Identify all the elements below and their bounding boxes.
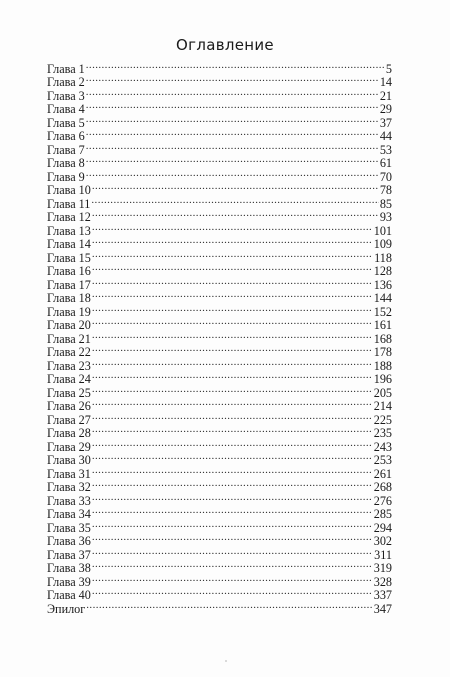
toc-entry — [47, 559, 392, 573]
toc-entry — [47, 235, 392, 249]
toc-entry-page-number: 61 — [379, 156, 392, 170]
toc-entry — [47, 572, 392, 589]
toc-entry-page-number: 178 — [373, 345, 392, 359]
toc-dot-leader — [92, 221, 373, 235]
toc-entry-label: Глава 5 — [47, 115, 85, 130]
toc-dot-leader — [92, 545, 373, 559]
toc-entry — [47, 208, 392, 222]
toc-dot-leader — [92, 532, 373, 546]
toc-dot-leader — [92, 424, 373, 438]
toc-entry-page-number: 78 — [379, 183, 392, 197]
toc-dot-leader — [86, 127, 379, 141]
toc-entry-page-number: 225 — [373, 412, 392, 427]
toc-entry-page-number: 136 — [373, 277, 392, 292]
toc-dot-leader — [92, 262, 373, 276]
toc-entry-label: Глава 33 — [47, 493, 91, 508]
toc-entry — [47, 424, 392, 438]
toc-entry-label: Глава 40 — [47, 588, 91, 602]
toc-dot-leader — [92, 478, 373, 492]
toc-dot-leader — [92, 370, 373, 384]
toc-entry-label: Глава 38 — [47, 561, 91, 575]
toc-entry — [47, 383, 392, 400]
toc-dot-leader — [86, 140, 379, 154]
toc-entry-page-number: 276 — [373, 493, 392, 508]
toc-entry-page-number: 285 — [373, 507, 392, 521]
toc-entry-label: Глава 3 — [47, 88, 85, 103]
toc-entry — [47, 181, 392, 195]
toc-entry-page-number: 152 — [373, 304, 392, 319]
toc-dot-leader — [92, 572, 373, 586]
toc-entry-label: Глава 37 — [47, 547, 91, 562]
toc-entry-label: Глава 25 — [47, 385, 91, 400]
toc-entry — [47, 370, 392, 384]
toc-entry-page-number: 93 — [379, 210, 392, 224]
toc-entry — [47, 100, 392, 114]
toc-entry-label: Глава 13 — [47, 223, 91, 238]
toc-entry — [47, 113, 392, 130]
toc-entry-page-number: 44 — [379, 129, 392, 143]
toc-entry-page-number: 302 — [373, 534, 392, 548]
toc-entry-page-number: 29 — [379, 102, 392, 116]
toc-entry — [47, 505, 392, 519]
toc-entry-label: Глава 11 — [47, 196, 91, 211]
toc-entry-page-number: 128 — [373, 264, 392, 278]
toc-entry — [47, 73, 392, 87]
toc-entry — [47, 194, 392, 211]
toc-entry-label: Глава 39 — [47, 574, 91, 589]
toc-entry-label: Глава 36 — [47, 534, 91, 548]
toc-entry — [47, 599, 392, 616]
toc-entry-label: Глава 29 — [47, 439, 91, 454]
page-title: Оглавление — [176, 36, 274, 54]
toc-entry-page-number: 161 — [373, 318, 392, 332]
toc-dot-leader — [92, 410, 373, 424]
toc-entry-label: Глава 31 — [47, 466, 91, 481]
toc-entry-label: Глава 26 — [47, 399, 91, 413]
toc-entry-page-number: 37 — [379, 115, 392, 130]
toc-entry-label: Глава 35 — [47, 520, 91, 535]
toc-entry — [47, 59, 392, 76]
toc-entry — [47, 586, 392, 600]
toc-entry-label: Глава 32 — [47, 480, 91, 494]
toc-entry-page-number: 144 — [373, 291, 392, 305]
toc-dot-leader — [92, 505, 373, 519]
toc-entry — [47, 289, 392, 303]
toc-entry-label: Глава 27 — [47, 412, 91, 427]
toc-entry-label: Глава 16 — [47, 264, 91, 278]
toc-entry — [47, 275, 392, 292]
toc-entry — [47, 356, 392, 373]
toc-entry — [47, 316, 392, 330]
toc-entry-page-number: 196 — [373, 372, 392, 386]
toc-entry — [47, 86, 392, 103]
toc-dot-leader — [92, 586, 373, 600]
toc-dot-leader — [91, 194, 378, 208]
toc-dot-leader — [92, 302, 373, 316]
toc-entry-page-number: 21 — [379, 88, 392, 103]
toc-entry-label: Глава 19 — [47, 304, 91, 319]
toc-entry — [47, 127, 392, 141]
toc-entry-label: Глава 22 — [47, 345, 91, 359]
toc-entry-label: Глава 34 — [47, 507, 91, 521]
toc-entry — [47, 545, 392, 562]
toc-dot-leader — [92, 559, 373, 573]
toc-entry — [47, 478, 392, 492]
toc-entry — [47, 451, 392, 465]
toc-entry-page-number: 70 — [379, 169, 392, 184]
toc-entry-page-number: 14 — [379, 75, 392, 89]
toc-entry-label: Глава 7 — [47, 142, 85, 157]
toc-dot-leader — [92, 491, 373, 505]
toc-entry-label: Глава 24 — [47, 372, 91, 386]
toc-dot-leader — [86, 100, 379, 114]
toc-dot-leader — [86, 154, 379, 168]
toc-entry-label: Глава 12 — [47, 210, 91, 224]
toc-entry — [47, 397, 392, 411]
toc-dot-leader — [92, 518, 373, 532]
toc-dot-leader — [92, 316, 373, 330]
toc-entry-label: Глава 1 — [47, 61, 85, 76]
toc-entry-label: Глава 17 — [47, 277, 91, 292]
toc-entry-page-number: 188 — [373, 358, 392, 373]
toc-entry — [47, 532, 392, 546]
toc-entry-label: Глава 15 — [47, 250, 91, 265]
toc-dot-leader — [92, 248, 373, 262]
toc-entry-page-number: 337 — [373, 588, 392, 602]
toc-dot-leader — [92, 343, 373, 357]
toc-dot-leader — [92, 383, 373, 397]
toc-dot-leader — [86, 73, 379, 87]
toc-entry-page-number: 261 — [373, 466, 392, 481]
toc-dot-leader — [92, 437, 373, 451]
toc-entry-page-number: 85 — [379, 196, 392, 211]
toc-entry-label: Глава 23 — [47, 358, 91, 373]
toc-dot-leader — [86, 599, 372, 613]
toc-dot-leader — [92, 397, 373, 411]
toc-entry — [47, 329, 392, 346]
toc-entry-page-number: 118 — [374, 250, 392, 265]
toc-entry — [47, 154, 392, 168]
toc-entry-label: Глава 10 — [47, 183, 91, 197]
toc-entry — [47, 302, 392, 319]
toc-entry-page-number: 5 — [385, 61, 392, 76]
toc-entry-label: Глава 20 — [47, 318, 91, 332]
toc-entry — [47, 518, 392, 535]
toc-entry-label: Глава 14 — [47, 237, 91, 251]
toc-dot-leader — [92, 464, 373, 478]
toc-entry-page-number: 347 — [373, 601, 392, 616]
toc-dot-leader — [92, 451, 373, 465]
toc-entry — [47, 437, 392, 454]
table-of-contents — [47, 59, 392, 616]
toc-entry-page-number: 253 — [373, 453, 392, 467]
toc-entry-label: Глава 30 — [47, 453, 91, 467]
toc-entry — [47, 410, 392, 427]
toc-entry-page-number: 205 — [373, 385, 392, 400]
toc-entry-label: Глава 8 — [47, 156, 85, 170]
toc-entry-page-number: 268 — [373, 480, 392, 494]
toc-dot-leader — [86, 167, 379, 181]
toc-entry — [47, 140, 392, 157]
toc-entry-page-number: 53 — [379, 142, 392, 157]
toc-entry — [47, 221, 392, 238]
toc-entry-label: Глава 4 — [47, 102, 85, 116]
page-speck — [225, 660, 227, 662]
toc-entry-page-number: 168 — [373, 331, 392, 346]
toc-entry-label: Глава 2 — [47, 75, 85, 89]
toc-entry-page-number: 214 — [373, 399, 392, 413]
toc-entry-label: Глава 18 — [47, 291, 91, 305]
toc-dot-leader — [92, 329, 373, 343]
toc-entry-label: Глава 9 — [47, 169, 85, 184]
toc-entry-label: Эпилог — [47, 601, 86, 616]
toc-entry-label: Глава 21 — [47, 331, 91, 346]
toc-entry-label: Глава 6 — [47, 129, 85, 143]
toc-entry-page-number: 109 — [373, 237, 392, 251]
toc-entry-page-number: 235 — [373, 426, 392, 440]
toc-entry-page-number: 101 — [373, 223, 392, 238]
toc-dot-leader — [86, 59, 385, 73]
toc-dot-leader — [92, 208, 379, 222]
toc-entry-label: Глава 28 — [47, 426, 91, 440]
toc-entry — [47, 248, 392, 265]
toc-dot-leader — [92, 181, 379, 195]
toc-dot-leader — [92, 235, 373, 249]
toc-entry-page-number: 311 — [374, 547, 392, 562]
toc-entry-page-number: 328 — [373, 574, 392, 589]
toc-dot-leader — [86, 86, 379, 100]
toc-entry-page-number: 243 — [373, 439, 392, 454]
toc-entry — [47, 343, 392, 357]
toc-dot-leader — [92, 289, 373, 303]
toc-entry-page-number: 294 — [373, 520, 392, 535]
toc-entry — [47, 167, 392, 184]
toc-entry — [47, 262, 392, 276]
toc-entry — [47, 464, 392, 481]
toc-entry — [47, 491, 392, 508]
toc-dot-leader — [86, 113, 379, 127]
toc-dot-leader — [92, 275, 373, 289]
toc-dot-leader — [92, 356, 373, 370]
toc-entry-page-number: 319 — [373, 561, 392, 575]
